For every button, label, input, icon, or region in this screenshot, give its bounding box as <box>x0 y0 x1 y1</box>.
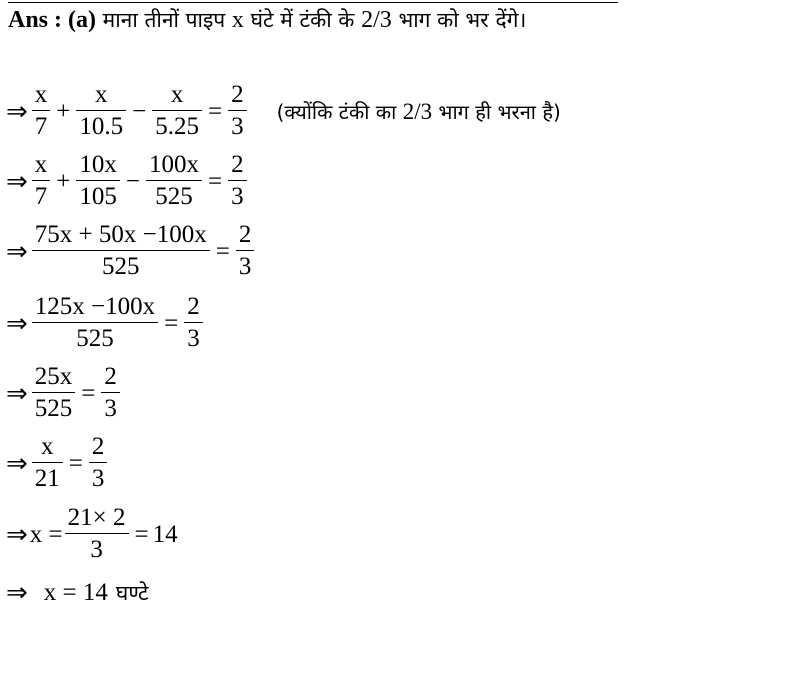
fraction: $\frac{x}{7}$ <box>32 150 51 213</box>
final-unit: घण्टे <box>115 581 149 605</box>
final-answer <box>6 578 149 608</box>
top-rule <box>8 2 618 3</box>
answer-heading <box>8 4 618 36</box>
fraction: $\frac{10x}{105}$ <box>76 150 120 213</box>
equals-sign: = <box>215 237 230 265</box>
fraction: $\frac{75x + 50x -100x}{525}$ <box>32 220 210 283</box>
final-text: x = 14 <box>43 579 108 606</box>
fraction: $\frac{2}{3}$ <box>184 292 203 355</box>
equals-sign: = <box>208 97 223 125</box>
operator: + <box>56 167 71 195</box>
step-7 <box>6 503 178 566</box>
heading-text-c: भाग को भर देंगे। <box>391 8 527 32</box>
implies-arrow: ⇒ <box>6 578 28 608</box>
operator: + <box>56 97 71 125</box>
heading-fraction: 2/3 <box>361 7 392 33</box>
step-5 <box>6 362 122 425</box>
fraction: $\frac{x}{10.5}$ <box>76 80 126 143</box>
implies-arrow: ⇒ <box>6 448 28 479</box>
fraction: $\frac{x}{7}$ <box>32 80 51 143</box>
fraction: $\frac{x}{21}$ <box>32 432 63 495</box>
lhs: x = <box>29 520 63 548</box>
fraction: $\frac{25x}{525}$ <box>32 362 76 425</box>
implies-arrow: ⇒ <box>6 96 28 127</box>
step-note: (क्योंकि टंकी का 2/3 भाग ही भरना है) <box>276 99 561 124</box>
fraction: $\frac{100x}{525}$ <box>146 150 202 213</box>
step-1 <box>6 80 561 143</box>
equals-sign: = <box>81 379 96 407</box>
fraction: $\frac{2}{3}$ <box>89 432 108 495</box>
implies-arrow: ⇒ <box>6 519 28 550</box>
implies-arrow: ⇒ <box>6 236 28 267</box>
step-6 <box>6 432 109 495</box>
fraction: $\frac{21\times 2}{3}$ <box>65 503 129 566</box>
fraction: $\frac{2}{3}$ <box>236 220 255 283</box>
fraction: $\frac{125x -100x}{525}$ <box>32 292 158 355</box>
equals-sign: = <box>134 520 149 548</box>
heading-text-a: माना तीनों पाइप <box>96 8 232 32</box>
equals-sign: = <box>164 309 179 337</box>
step-4 <box>6 292 205 355</box>
implies-arrow: ⇒ <box>6 166 28 197</box>
equals-sign: = <box>68 449 83 477</box>
implies-arrow: ⇒ <box>6 308 28 339</box>
fraction: $\frac{2}{3}$ <box>101 362 120 425</box>
equals-sign: = <box>208 167 223 195</box>
operator: − <box>132 97 147 125</box>
fraction: $\frac{2}{3}$ <box>228 80 247 143</box>
answer-label: Ans : (a) <box>8 7 96 33</box>
step-2 <box>6 150 249 213</box>
fraction: $\frac{x}{5.25}$ <box>152 80 202 143</box>
implies-arrow: ⇒ <box>6 378 28 409</box>
heading-variable: x <box>231 7 244 33</box>
result-value: 14 <box>152 520 178 548</box>
step-3 <box>6 220 256 283</box>
heading-text-b: घंटे में टंकी के <box>243 8 362 32</box>
operator: − <box>125 167 141 195</box>
fraction: $\frac{2}{3}$ <box>228 150 247 213</box>
